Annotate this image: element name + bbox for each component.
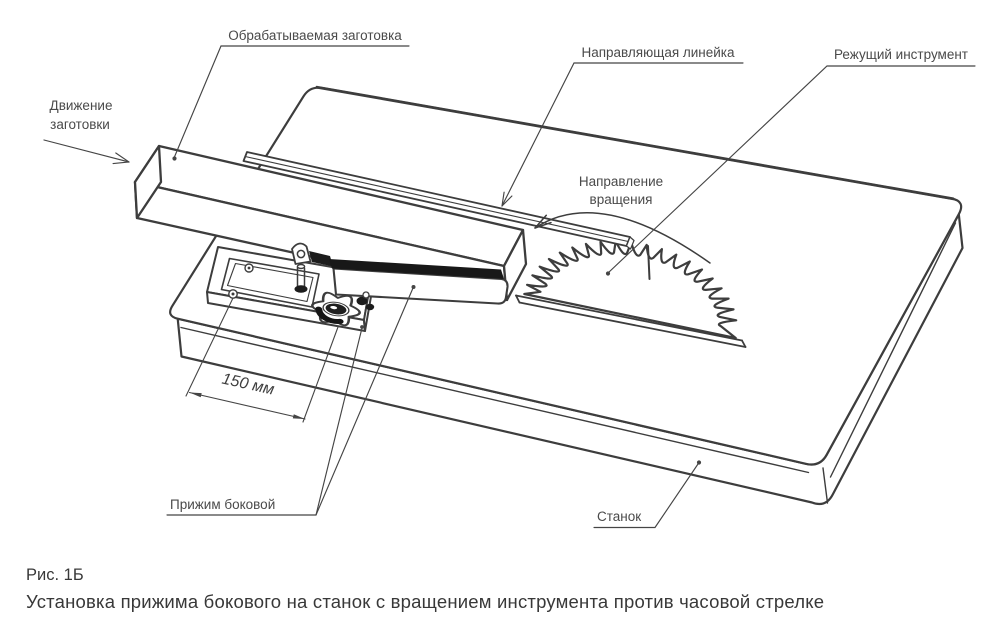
- figure-description: Установка прижима бокового на станок с вращением инструмента против часовой стрелке: [26, 591, 825, 612]
- feed-direction-label-line1: Движение: [49, 98, 113, 113]
- dimension-text: 150 мм: [220, 370, 276, 399]
- clamp-washer-2: [366, 304, 374, 310]
- feed-direction-label-line2: заготовки: [50, 117, 110, 132]
- side-clamp-leader-dot-2: [360, 325, 364, 329]
- workpiece-label: Обрабатываемая заготовка: [228, 28, 402, 43]
- clamp-hole-1-dot: [248, 267, 251, 270]
- rotation-direction-label-line2: вращения: [589, 192, 653, 207]
- dimension-arrow-left: [190, 393, 202, 398]
- figure-number: Рис. 1Б: [26, 566, 84, 584]
- clamp-bracket-hole: [297, 250, 304, 257]
- clamp-washer-ring: [363, 292, 369, 298]
- feed-direction-arrow-shaft: [44, 140, 129, 162]
- rotation-direction-label-line1: Направление: [578, 174, 664, 189]
- dimension-line: [190, 393, 306, 420]
- fence-label: Направляющая линейка: [581, 45, 735, 60]
- clamp-hole-2-dot: [232, 293, 235, 296]
- callout-feed-direction: [44, 98, 129, 164]
- clamp-pin-flange: [295, 285, 308, 293]
- cutting-tool-leader-dot: [606, 271, 610, 275]
- dimension-arrow-right: [293, 414, 305, 419]
- side-clamp-leader-dot-1: [412, 285, 416, 289]
- cutting-tool-label: Режущий инструмент: [834, 47, 968, 62]
- machine-label: Станок: [597, 509, 642, 524]
- clamp-pin-top: [297, 265, 304, 269]
- machine-leader-dot: [697, 460, 701, 464]
- side-clamp-label: Прижим боковой: [170, 497, 276, 512]
- workpiece-leader-dot: [172, 156, 176, 160]
